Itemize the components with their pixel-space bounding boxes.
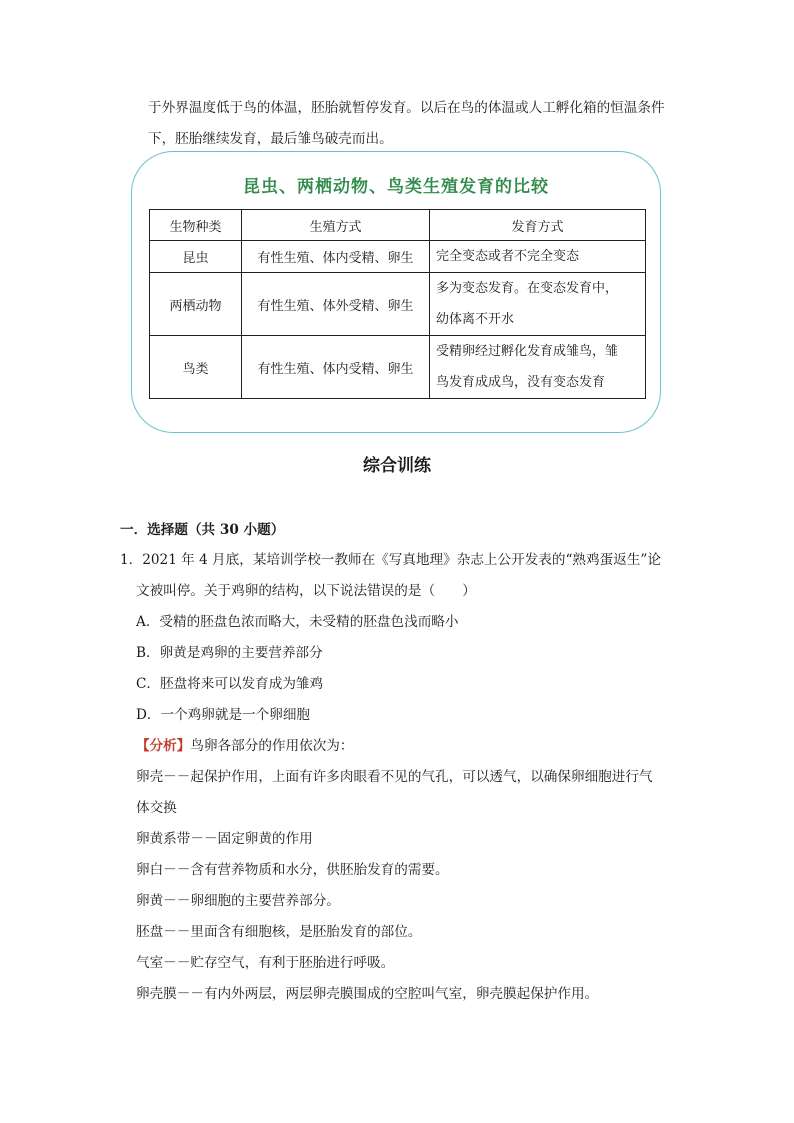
species-cell: 两栖动物 xyxy=(150,273,242,336)
reproduction-cell: 有性生殖、体内受精、卵生 xyxy=(242,241,430,273)
development-line: 受精卵经过孵化发育成雏鸟，雏 xyxy=(436,344,619,359)
reproduction-cell: 有性生殖、体内受精、卵生 xyxy=(242,336,430,399)
table-header-row xyxy=(150,210,646,241)
analysis-line: 胚盘－－里面含有细胞核，是胚胎发育的部位。 xyxy=(136,924,422,940)
column-header: 生殖方式 xyxy=(242,210,430,241)
question-stem-line: 文被叫停。关于鸡卵的结构，以下说法错误的是（ ） xyxy=(136,583,476,599)
intro-line: 于外界温度低于鸟的体温，胚胎就暂停发育。以后在鸟的体温或人工孵化箱的恒温条件 xyxy=(148,100,665,116)
option-a: A．受精的胚盘色浓而略大，未受精的胚盘色浅而略小 xyxy=(136,614,459,630)
table-row xyxy=(150,273,646,336)
analysis-tag: 【分析】 xyxy=(136,738,191,754)
column-header: 生物种类 xyxy=(150,210,242,241)
comparison-callout xyxy=(131,151,661,433)
callout-title: 昆虫、两栖动物、鸟类生殖发育的比较 xyxy=(243,177,549,197)
intro-line: 下，胚胎继续发育，最后雏鸟破壳而出。 xyxy=(148,131,393,147)
analysis-line: 气室－－贮存空气，有利于胚胎进行呼吸。 xyxy=(136,955,395,971)
development-line: 鸟发育成成鸟，没有变态发育 xyxy=(436,375,606,390)
table-row xyxy=(150,241,646,273)
development-line: 多为变态发育。在变态发育中， xyxy=(436,281,619,296)
development-cell xyxy=(430,273,646,336)
option-d: D．一个鸡卵就是一个卵细胞 xyxy=(136,707,311,723)
species-cell: 昆虫 xyxy=(150,241,242,273)
analysis-line: 卵白－－含有营养物质和水分，供胚胎发育的需要。 xyxy=(136,862,449,878)
analysis-line: 卵黄系带－－固定卵黄的作用 xyxy=(136,831,313,847)
column-header: 发育方式 xyxy=(430,210,646,241)
section-title: 综合训练 xyxy=(363,456,431,476)
analysis-line: 卵壳－－起保护作用，上面有许多肉眼看不见的气孔，可以透气，以确保卵细胞进行气 xyxy=(136,769,653,785)
species-cell: 鸟类 xyxy=(150,336,242,399)
reproduction-cell: 有性生殖、体外受精、卵生 xyxy=(242,273,430,336)
development-cell xyxy=(430,241,646,273)
option-c: C．胚盘将来可以发育成为雏鸡 xyxy=(136,676,324,692)
analysis-line: 卵壳膜－－有内外两层，两层卵壳膜围成的空腔叫气室，卵壳膜起保护作用。 xyxy=(136,986,599,1002)
development-line: 完全变态或者不完全变态 xyxy=(436,249,580,264)
development-line: 幼体离不开水 xyxy=(436,312,515,327)
analysis-line: 体交换 xyxy=(136,800,177,816)
answer-options xyxy=(136,607,680,731)
option-b: B．卵黄是鸡卵的主要营养部分 xyxy=(136,645,323,661)
question-stem-line: 1．2021 年 4 月底，某培训学校一教师在《写真地理》杂志上公开发表的“熟鸡蛋返生”论 xyxy=(120,552,661,568)
comparison-table xyxy=(149,209,646,399)
table-row xyxy=(150,336,646,399)
analysis-intro-line xyxy=(136,731,680,762)
part-heading: 一．选择题（共 30 小题） xyxy=(120,522,285,538)
analysis-line: 卵黄－－卵细胞的主要营养部分。 xyxy=(136,893,340,909)
development-cell xyxy=(430,336,646,399)
analysis-intro: 鸟卵各部分的作用依次为： xyxy=(190,738,354,754)
intro-paragraph xyxy=(148,93,693,155)
question-block xyxy=(120,545,680,1010)
analysis-block xyxy=(136,731,680,1010)
